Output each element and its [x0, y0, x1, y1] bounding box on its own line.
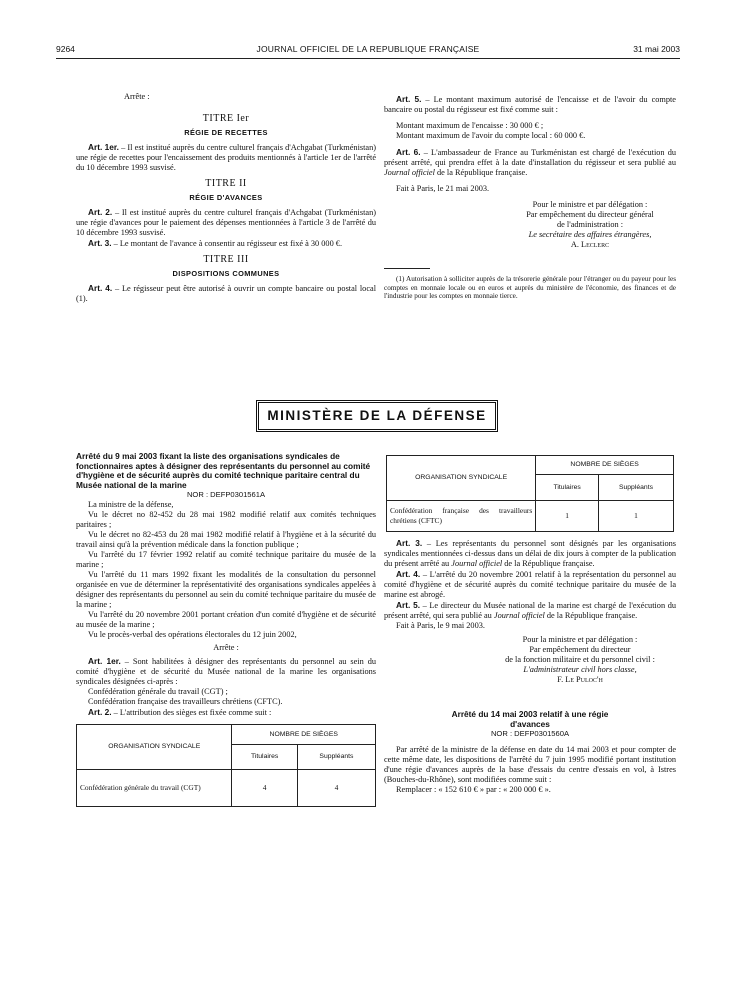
paragraph: Vu l'arrêté du 11 mars 1992 fixant les modalités de la consultation du personnel organisée en vue de déterminer la représentativité des organisations syndicales appelées à désigner des représentants du personnel au sein du comité technique paritaire du musée de la marine ;: [76, 570, 376, 610]
signature-line: L'administrateur civil hors classe,: [523, 665, 637, 674]
article-4: Art. 4. – L'arrêté du 20 novembre 2001 relatif à la représentation du personnel au comité d'hygiène et de sécurité auprès du comité technique paritaire du musée de la marine est abrogé.: [384, 569, 676, 599]
signature-block: [384, 200, 676, 250]
titre-3: TITRE III: [203, 254, 249, 265]
paragraph: Vu l'arrêté du 17 février 1992 relatif au comité technique paritaire du musée de la marine ;: [76, 550, 376, 570]
col-header-titulaires: Titulaires: [232, 744, 297, 770]
paragraph: Vu le décret no 82-452 du 28 mai 1982 modifié relatif aux comités techniques paritaires ;: [76, 510, 376, 530]
header-rule: [56, 58, 680, 59]
titre-1-subtitle: RÉGIE DE RECETTES: [184, 128, 268, 137]
titre-1: TITRE Ier: [202, 113, 250, 124]
article-4: Art. 4. – Le régisseur peut être autorisé à ouvrir un compte bancaire ou postal local (1).: [76, 283, 377, 303]
arrete-line: Arrête :: [213, 643, 239, 653]
paragraph: Par arrêté de la ministre de la défense en date du 14 mai 2003 et pour compter de cette même date, les dispositions de l'arrêté du 7 juin 1995 modifié portant institution d'une régie d'avances auprès de la base d'essais du centre d'essais en vol, à Istres (Bouches-du-Rhône), sont modifiées comme suit :: [384, 745, 676, 784]
signature-line: Le secrétaire des affaires étrangères,: [528, 230, 652, 239]
signature-line: Pour le ministre et par délégation :: [532, 200, 648, 209]
page-header: [56, 44, 680, 56]
decree-title-2: Arrêté du 14 mai 2003 relatif à une régie d'avances: [451, 709, 609, 729]
article-1: Art. 1er. – Il est institué auprès du centre culturel français d'Achgabat (Turkménistan) une régie de recettes pour l'encaissement des produits mentionnés à l'article 1er de l'arrêté du 10 décembre 1993 susvisé.: [76, 142, 376, 172]
row-titulaires: 4: [232, 770, 297, 807]
row-suppleants: 1: [598, 501, 673, 532]
row-organisation: Confédération française des travailleurs chrétiens (CFTC): [387, 501, 536, 532]
footnote: (1) Autorisation à solliciter auprès de la trésorerie générale pour l'étranger ou du payeur pour les comptes en monnaie locale ou en euros et auprès du ministère de l'économie, des finances et de l'industrie pour les comptes en monnaie tierce.: [384, 275, 676, 301]
col-header-organisation: ORGANISATION SYNDICALE: [77, 725, 232, 770]
fait-paris: Fait à Paris, le 9 mai 2003.: [396, 621, 485, 630]
article-3: Art. 3. – Les représentants du personnel sont désignés par les organisations syndicales mentionnées ci-dessus dans un délai de dix jours à compter de la publication du présent arrêté au Journal officiel de la République française.: [384, 538, 677, 568]
col-header-titulaires: Titulaires: [536, 475, 599, 501]
paragraph: Vu l'arrêté du 20 novembre 2001 portant création d'un comité d'hygiène et de sécurité au musée de la marine ;: [76, 610, 376, 630]
article-5: Art. 5. – Le montant maximum autorisé de l'encaisse et de l'avoir du compte bancaire ou postal du régisseur est fixé comme suit :: [384, 94, 676, 114]
table-row: [387, 501, 674, 532]
amount-avoir: Montant maximum de l'avoir du compte local : 60 000 €.: [396, 131, 586, 140]
article-2: Art. 2. – L'attribution des sièges est fixée comme suit :: [88, 707, 272, 718]
article-6: Art. 6. – L'ambassadeur de France au Turkménistan est chargé de l'exécution du présent arrêté, qui prendra effet à la date d'installation du régisseur et sera publié au Journal officiel de la République française.: [384, 147, 677, 177]
nor-reference: NOR : DEFP0301561A: [186, 490, 266, 500]
col-header-seats: NOMBRE DE SIÈGES: [232, 725, 376, 744]
table-row: [77, 770, 376, 807]
col-header-organisation: ORGANISATION SYNDICALE: [387, 456, 536, 501]
organisation-item: Confédération générale du travail (CGT) ;: [88, 687, 228, 697]
signature-block: [384, 635, 676, 685]
article-2: Art. 2. – Il est institué auprès du centre culturel français d'Achgabat (Turkménistan) une régie d'avances pour le paiement des dépenses mentionnées à l'article 3 de l'arrêté du 10 décembre 1993 susvisé.: [76, 207, 376, 237]
signatory-name: F. Le Puloc'h: [557, 675, 603, 684]
decree-title: Arrêté du 9 mai 2003 fixant la liste des organisations syndicales de fonctionnaires aptes à désigner des représentants du personnel au comité d'hygiène et de sécurité auprès du comité technique paritaire central du Musée national de la marine: [76, 451, 371, 490]
article-5: Art. 5. – Le directeur du Musée national de la marine est chargé de l'exécution du présent arrêté, qui sera publié au Journal officiel de la République française.: [384, 600, 676, 620]
nor-reference-2: NOR : DEFP0301560A: [490, 729, 570, 738]
article-3: Art. 3. – Le montant de l'avance à consentir au régisseur est fixé à 30 000 €.: [88, 238, 343, 248]
paragraph: Vu le décret no 82-453 du 28 mai 1982 modifié relatif à l'hygiène et à la sécurité du travail ainsi qu'à la prévention médicale dans la fonction publique ;: [76, 530, 376, 550]
titre-2: TITRE II: [205, 178, 247, 189]
col-header-suppleants: Suppléants: [297, 744, 375, 770]
col-header-seats: NOMBRE DE SIÈGES: [536, 456, 674, 475]
signatory-name: A. Leclerc: [570, 240, 610, 249]
titre-2-subtitle: RÉGIE D'AVANCES: [189, 193, 263, 202]
signature-line: Par empêchement du directeur: [529, 645, 631, 654]
right-top-column: [384, 94, 676, 301]
issue-date: 31 mai 2003: [633, 44, 680, 54]
organisation-item: Confédération française des travailleurs chrétiens (CFTC).: [88, 697, 283, 707]
row-organisation: Confédération générale du travail (CGT): [77, 770, 232, 807]
signature-line: Par empêchement du directeur général: [526, 210, 654, 219]
seats-table: [386, 455, 674, 532]
titre-3-subtitle: DISPOSITIONS COMMUNES: [172, 269, 280, 278]
arrete-line: Arrête :: [124, 92, 150, 101]
right-bottom-column: [384, 455, 676, 795]
signature-line: de la fonction militaire et du personnel civil :: [505, 655, 655, 664]
left-top-column: [76, 92, 376, 304]
amount-encaisse: Montant maximum de l'encaisse : 30 000 € ;: [396, 121, 544, 130]
seats-table: [76, 724, 376, 807]
page-number: 9264: [56, 44, 75, 54]
journal-title: JOURNAL OFFICIEL DE LA REPUBLIQUE FRANÇAISE: [256, 44, 480, 54]
col-header-suppleants: Suppléants: [598, 475, 673, 501]
paragraph: Vu le procès-verbal des opérations électorales du 12 juin 2002,: [88, 630, 297, 640]
paragraph: Remplacer : « 152 610 € » par : « 200 000 € ».: [396, 785, 551, 794]
row-suppleants: 4: [297, 770, 375, 807]
signature-line: Pour la ministre et par délégation :: [522, 635, 638, 644]
signature-line: de l'administration :: [556, 220, 623, 229]
paragraph: La ministre de la défense,: [88, 500, 174, 510]
fait-paris: Fait à Paris, le 21 mai 2003.: [396, 184, 490, 193]
row-titulaires: 1: [536, 501, 599, 532]
article-1: Art. 1er. – Sont habilitées à désigner des représentants du personnel au sein du comité d'hygiène et de sécurité du Musée national de la marine les organisations syndicales désignées ci-après :: [76, 656, 376, 687]
ministry-heading: MINISTÈRE DE LA DÉFENSE: [256, 400, 498, 432]
left-bottom-column: [76, 452, 376, 807]
footnote-rule: [384, 268, 430, 269]
